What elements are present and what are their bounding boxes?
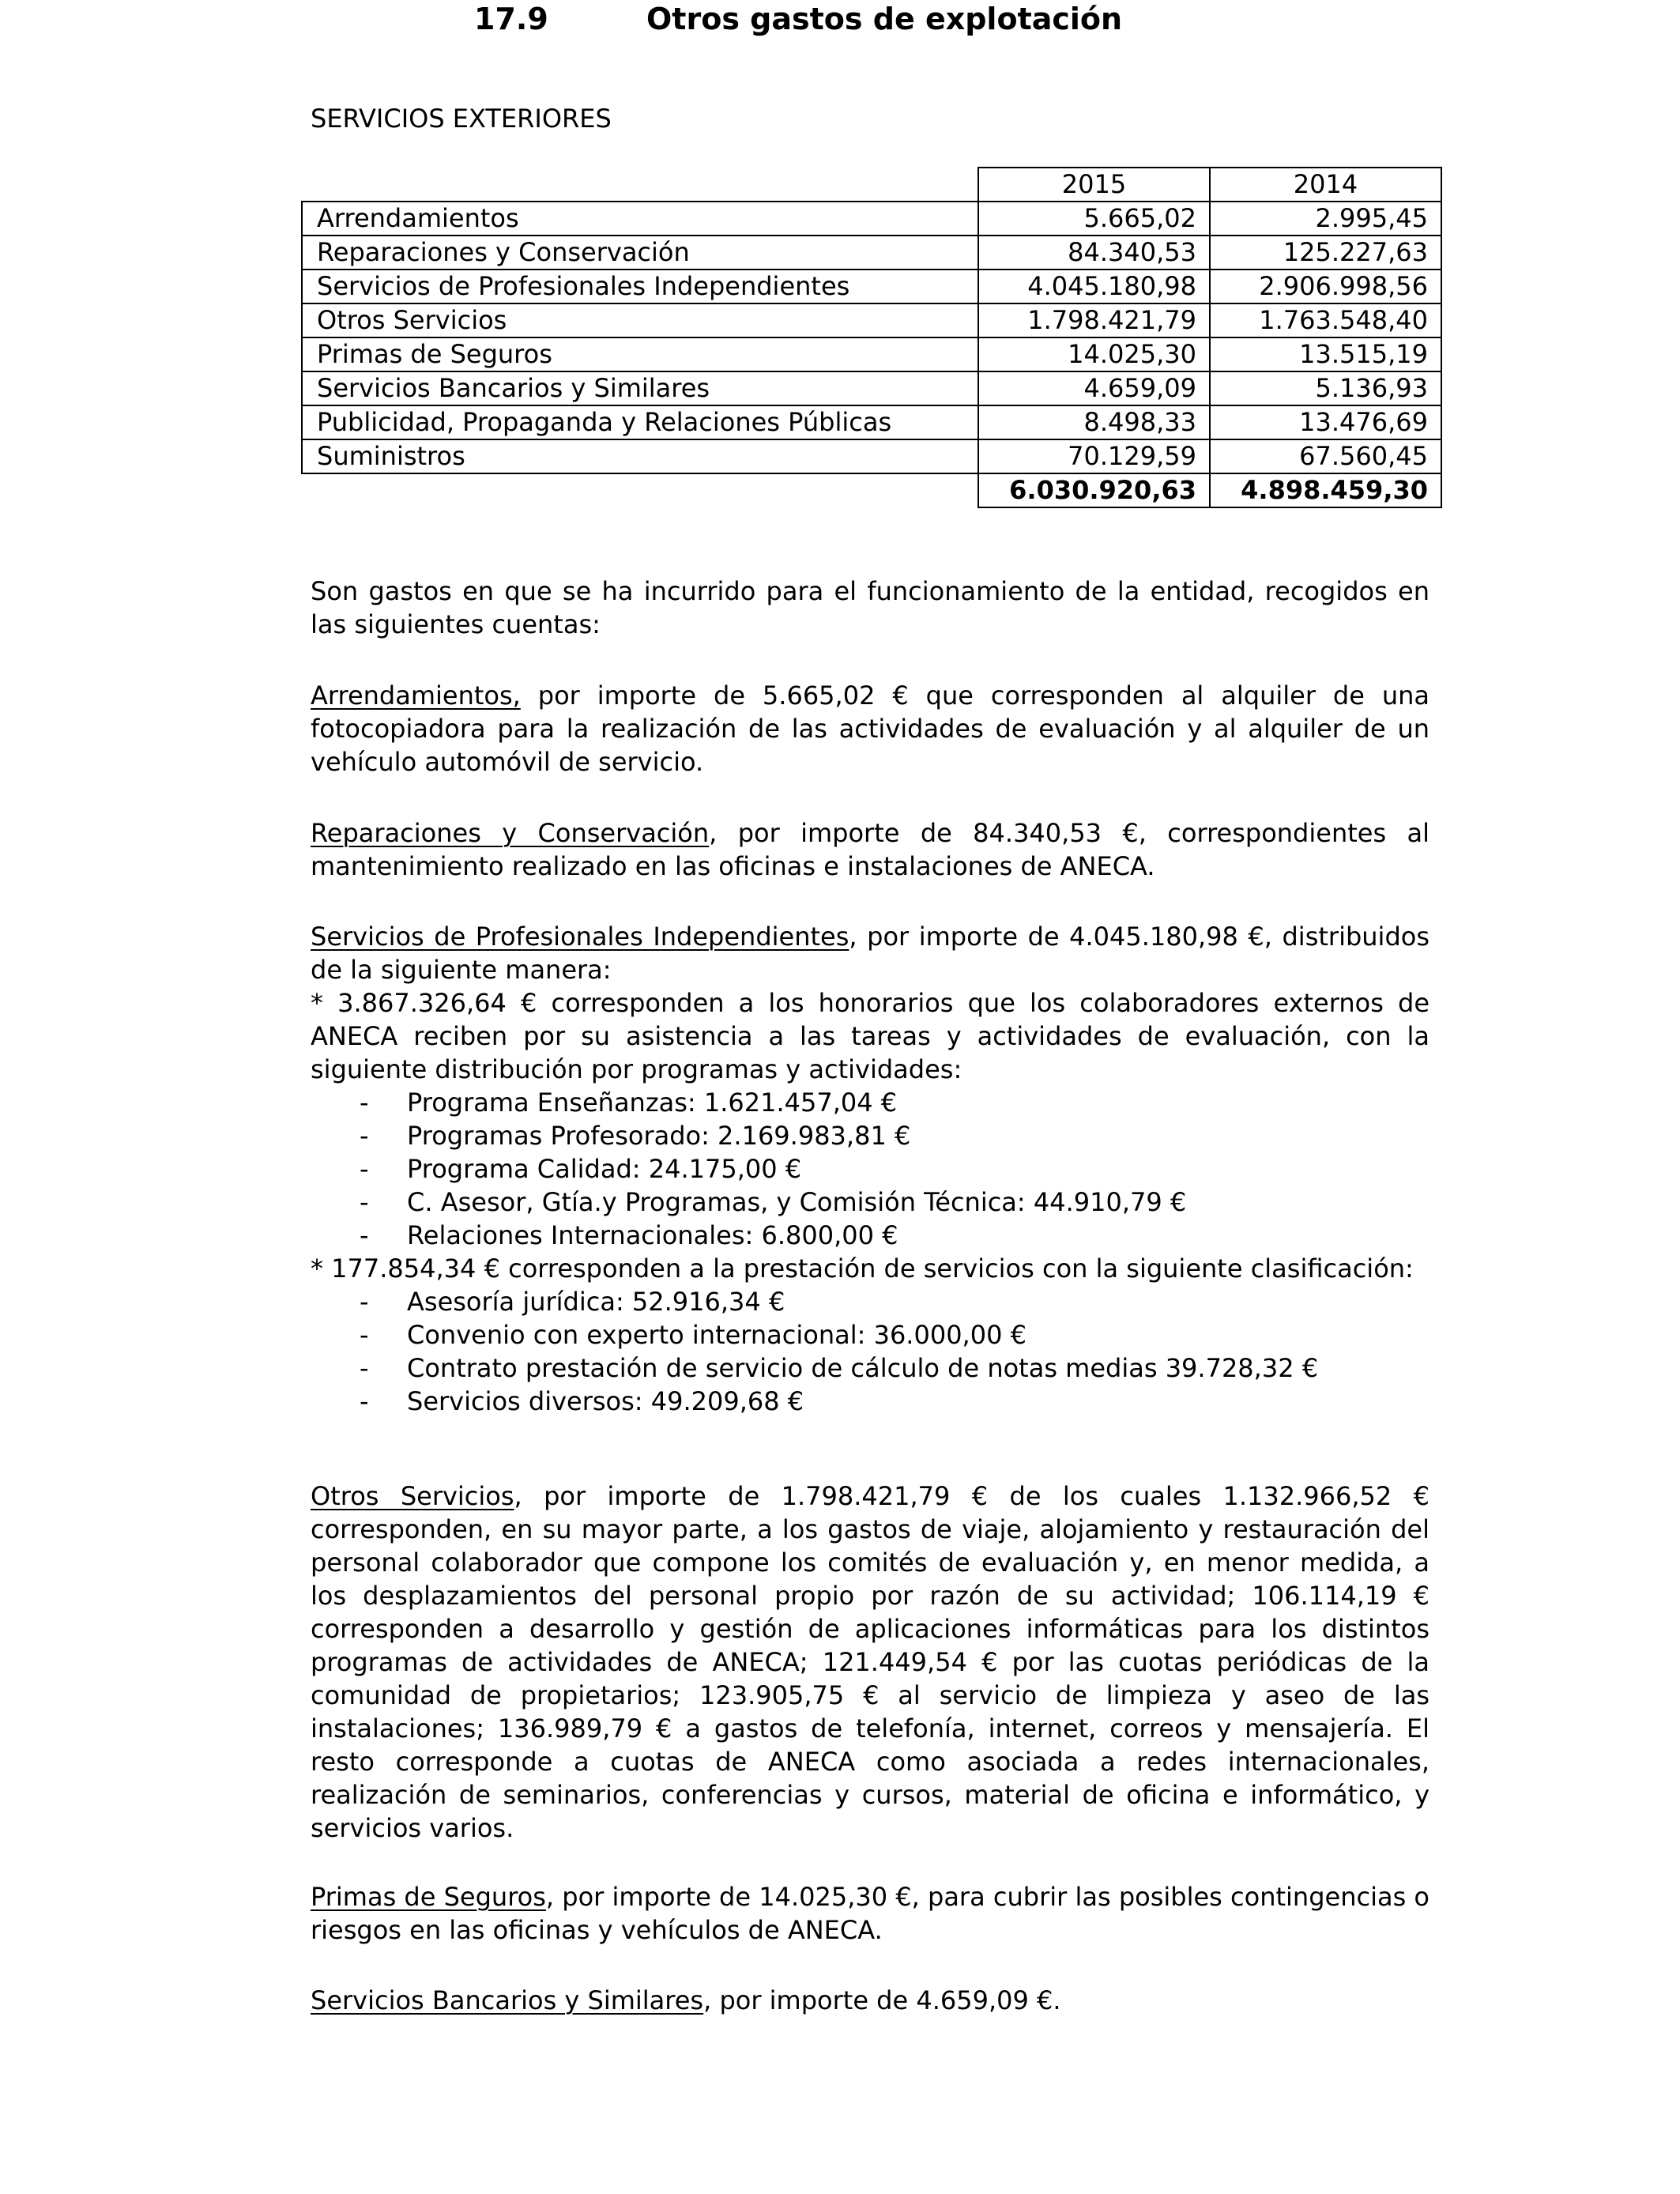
- table-header-row: [302, 168, 1441, 202]
- section-heading: [474, 0, 1122, 38]
- arrendamientos-term: Arrendamientos,: [311, 680, 521, 711]
- value-2014: 13.476,69: [1210, 405, 1441, 439]
- row-label: Primas de Seguros: [302, 337, 978, 371]
- value-2014: 13.515,19: [1210, 337, 1441, 371]
- list-item: - Relaciones Internacionales: 6.800,00 €: [360, 1220, 898, 1250]
- otros-paragraph: [311, 1480, 1430, 1845]
- list-item: - Convenio con experto internacional: 36.000,00 €: [360, 1320, 1026, 1350]
- table-row: [302, 337, 1441, 371]
- table-row: [302, 439, 1441, 473]
- expenses-table: [301, 167, 1442, 508]
- row-label: Otros Servicios: [302, 303, 978, 337]
- value-2015: 84.340,53: [978, 236, 1210, 270]
- row-label: Reparaciones y Conservación: [302, 236, 978, 270]
- programs-list: [311, 1086, 1430, 1252]
- value-2015: 4.659,09: [978, 371, 1210, 405]
- value-2015: 1.798.421,79: [978, 303, 1210, 337]
- value-2014: 5.136,93: [1210, 371, 1441, 405]
- value-2014: 2.995,45: [1210, 202, 1441, 236]
- value-2014: 125.227,63: [1210, 236, 1441, 270]
- list-item: - Contrato prestación de servicio de cálculo de notas medias 39.728,32 €: [360, 1353, 1319, 1383]
- row-label: Publicidad, Propaganda y Relaciones Públicas: [302, 405, 978, 439]
- value-2015: 5.665,02: [978, 202, 1210, 236]
- arrendamientos-text: por importe de 5.665,02 € que corresponden al alquiler de una fotocopiadora para la realización de las actividades de evaluación y al alquiler de un vehículo automóvil de servicio.: [311, 680, 1430, 777]
- list-item: - C. Asesor, Gtía.y Programas, y Comisión Técnica: 44.910,79 €: [360, 1187, 1187, 1217]
- list-item: - Asesoría jurídica: 52.916,34 €: [360, 1287, 785, 1317]
- table-row: [302, 303, 1441, 337]
- bancarios-paragraph: [311, 1984, 1430, 2017]
- services-list: [311, 1285, 1430, 1418]
- column-header-2014: 2014: [1210, 168, 1441, 202]
- total-2014: 4.898.459,30: [1210, 473, 1441, 507]
- profesionales-part2: * 177.854,34 € corresponden a la prestación de servicios con la siguiente clasificación:: [311, 1253, 1414, 1284]
- table-row: [302, 270, 1441, 303]
- list-item: - Programas Profesorado: 2.169.983,81 €: [360, 1121, 911, 1151]
- row-label: Suministros: [302, 439, 978, 473]
- list-item: - Servicios diversos: 49.209,68 €: [360, 1386, 804, 1416]
- total-2015: 6.030.920,63: [978, 473, 1210, 507]
- value-2014: 1.763.548,40: [1210, 303, 1441, 337]
- profesionales-section: [311, 920, 1430, 1418]
- table-row: [302, 405, 1441, 439]
- otros-text: , por importe de 1.798.421,79 € de los cuales 1.132.966,52 € corresponden, en su mayor parte, a los gastos de viaje, alojamiento y restauración del personal colaborador que compone los comités de evaluación y, en menor medida, a los desplazamientos del personal propio por razón de su actividad; 106.114,19 € corresponden a desarrollo y gestión de aplicaciones informáticas para los distintos programas de actividades de ANECA; 121.449,54 € por las cuotas periódicas de la comunidad de propietarios; 123.905,75 € al servicio de limpieza y aseo de las instalaciones; 136.989,79 € a gastos de telefonía, internet, correos y mensajería. El resto corresponde a cuotas de ANECA como asociada a redes internacionales, realización de seminarios, conferencias y cursos, material de oficina e informático, y servicios varios.: [311, 1481, 1430, 1843]
- list-item: - Programa Enseñanzas: 1.621.457,04 €: [360, 1088, 898, 1118]
- row-label: Arrendamientos: [302, 202, 978, 236]
- table-total-row: [302, 473, 1441, 507]
- reparaciones-text: , por importe de 84.340,53 €, correspondientes al mantenimiento realizado en las oficinas e instalaciones de ANECA.: [311, 818, 1430, 881]
- value-2015: 4.045.180,98: [978, 270, 1210, 303]
- profesionales-text: , por importe de 4.045.180,98 €, distribuidos de la siguiente manera:: [311, 922, 1430, 985]
- section-number: 17.9: [474, 2, 548, 36]
- arrendamientos-paragraph: [311, 679, 1430, 778]
- section-heading-title: Otros gastos de explotación: [646, 2, 1123, 36]
- primas-text: , por importe de 14.025,30 €, para cubrir las posibles contingencias o riesgos en las oficinas y vehículos de ANECA.: [311, 1882, 1430, 1945]
- column-header-2015: 2015: [978, 168, 1210, 202]
- profesionales-part1: * 3.867.326,64 € corresponden a los honorarios que los colaboradores externos de ANECA reciben por su asistencia a las tareas y actividades de evaluación, con la siguiente distribución por programas y actividades:: [311, 988, 1430, 1084]
- table-row: [302, 371, 1441, 405]
- row-label: Servicios Bancarios y Similares: [302, 371, 978, 405]
- profesionales-term: Servicios de Profesionales Independientes: [311, 922, 849, 952]
- value-2014: 2.906.998,56: [1210, 270, 1441, 303]
- bancarios-term: Servicios Bancarios y Similares: [311, 1985, 704, 2015]
- value-2015: 8.498,33: [978, 405, 1210, 439]
- intro-paragraph: Son gastos en que se ha incurrido para el funcionamiento de la entidad, recogidos en las siguientes cuentas:: [311, 576, 1430, 639]
- primas-term: Primas de Seguros: [311, 1882, 546, 1912]
- reparaciones-paragraph: [311, 816, 1430, 883]
- reparaciones-term: Reparaciones y Conservación: [311, 818, 710, 848]
- subsection-title: SERVICIOS EXTERIORES: [311, 104, 612, 134]
- total-blank: [302, 473, 978, 507]
- otros-term: Otros Servicios: [311, 1481, 514, 1511]
- table-row: [302, 202, 1441, 236]
- primas-paragraph: [311, 1880, 1430, 1947]
- row-label: Servicios de Profesionales Independientes: [302, 270, 978, 303]
- table-header-blank: [302, 168, 978, 202]
- value-2015: 70.129,59: [978, 439, 1210, 473]
- list-item: - Programa Calidad: 24.175,00 €: [360, 1154, 802, 1184]
- value-2014: 67.560,45: [1210, 439, 1441, 473]
- table-row: [302, 236, 1441, 270]
- value-2015: 14.025,30: [978, 337, 1210, 371]
- bancarios-text: , por importe de 4.659,09 €.: [703, 1985, 1061, 2015]
